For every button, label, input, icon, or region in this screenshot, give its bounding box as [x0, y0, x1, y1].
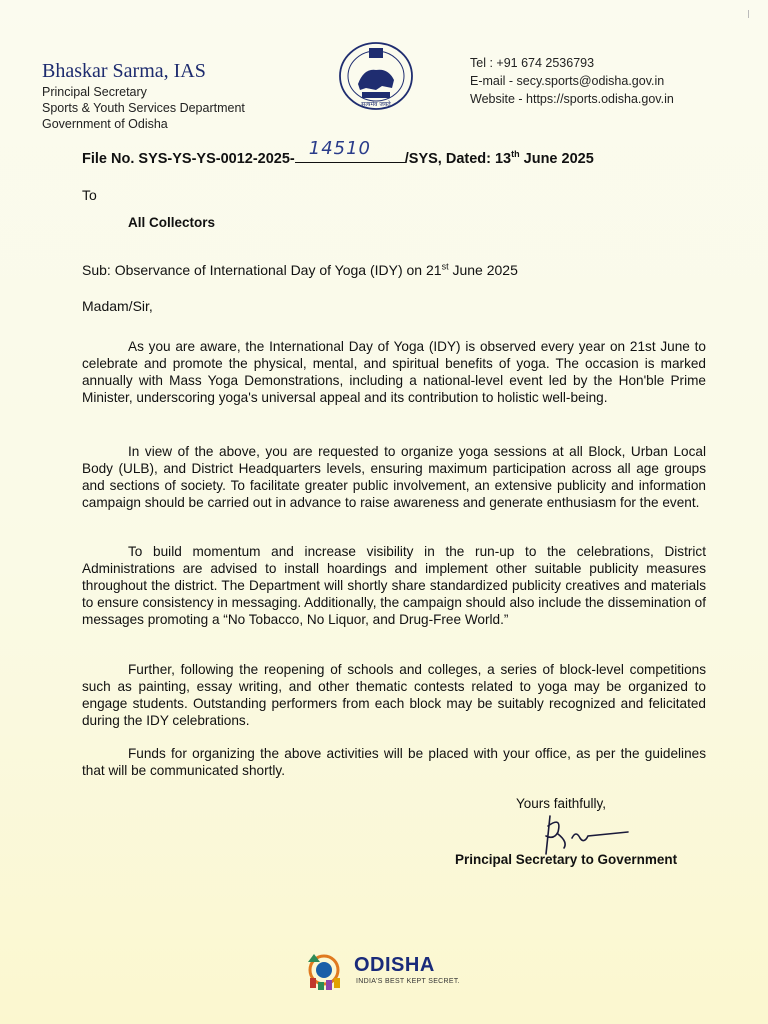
file-number-blank [295, 138, 405, 163]
subject-line: Sub: Observance of International Day of Yoga (IDY) on 21st June 2025 [82, 261, 518, 278]
addressee: All Collectors [128, 215, 216, 230]
closing: Yours faithfully, [516, 796, 607, 811]
to-label: To [82, 187, 97, 203]
file-number: File No. SYS-YS-YS-0012-2025- 14510 /SYS, Dated: 13th June 2025 [82, 138, 594, 167]
handwritten-file-number: 14510 [308, 138, 372, 159]
sender-department: Sports & Youth Services Department [42, 101, 245, 115]
signatory-designation: Principal Secretary to Government [455, 852, 678, 867]
odisha-tourism-logo-icon [302, 948, 350, 994]
paragraph-5: Funds for organizing the above activities will be placed with your office, as per the guidelines that will be communicated shortly. [82, 746, 706, 778]
salutation: Madam/Sir, [82, 298, 153, 314]
svg-text:सत्यमेव जयते: सत्यमेव जयते [361, 101, 391, 108]
paragraph-4: Further, following the reopening of schools and colleges, a series of block-level competitions such as painting, essay writing, and other thematic contests related to yoga may be organized to engage students. Outstanding performers from each block may be suitably recognized and felicitated during the IDY celebrations. [82, 662, 706, 728]
odisha-emblem-icon [336, 40, 416, 112]
footer-brand: ODISHA [354, 954, 435, 976]
contact-website[interactable]: Website - https://sports.odisha.gov.in [470, 92, 674, 106]
contact-email[interactable]: E-mail - secy.sports@odisha.gov.in [470, 74, 665, 88]
footer-tagline: INDIA'S BEST KEPT SECRET. [356, 978, 460, 985]
contact-tel: Tel : +91 674 2536793 [470, 56, 595, 70]
paragraph-3: To build momentum and increase visibility in the run-up to the celebrations, District Administrations are advised to install hoardings and implement other suitable publicity measures throughout the district. The Department will shortly share standardized publicity creatives and materials to ensure consistency in messaging. Additionally, the campaign should also include the dissemination of messages promoting a “No Tobacco, No Liquor, and Drug-Free World.” [82, 544, 706, 627]
sender-name: Bhaskar Sarma, IAS [42, 60, 206, 82]
sender-government: Government of Odisha [42, 117, 168, 131]
paragraph-1: As you are aware, the International Day of Yoga (IDY) is observed every year on 21st June to celebrate and promote the physical, mental, and spiritual benefits of yoga. The occasion is marked annually with Mass Yoga Demonstrations, including a national-level event led by the Hon'ble Prime Minister, underscoring yoga's universal appeal and its contribution to holistic well-being. [82, 339, 706, 405]
sender-designation: Principal Secretary [42, 85, 147, 99]
paragraph-2: In view of the above, you are requested to organize yoga sessions at all Block, Urban Local Body (ULB), and District Headquarters levels, ensuring maximum participation across all age groups and sections of society. To facilitate greater public involvement, an extensive publicity and information campaign should be carried out in advance to raise awareness and generate enthusiasm for the event. [82, 444, 706, 510]
signature-icon [528, 808, 638, 858]
edge-mark [748, 10, 749, 18]
